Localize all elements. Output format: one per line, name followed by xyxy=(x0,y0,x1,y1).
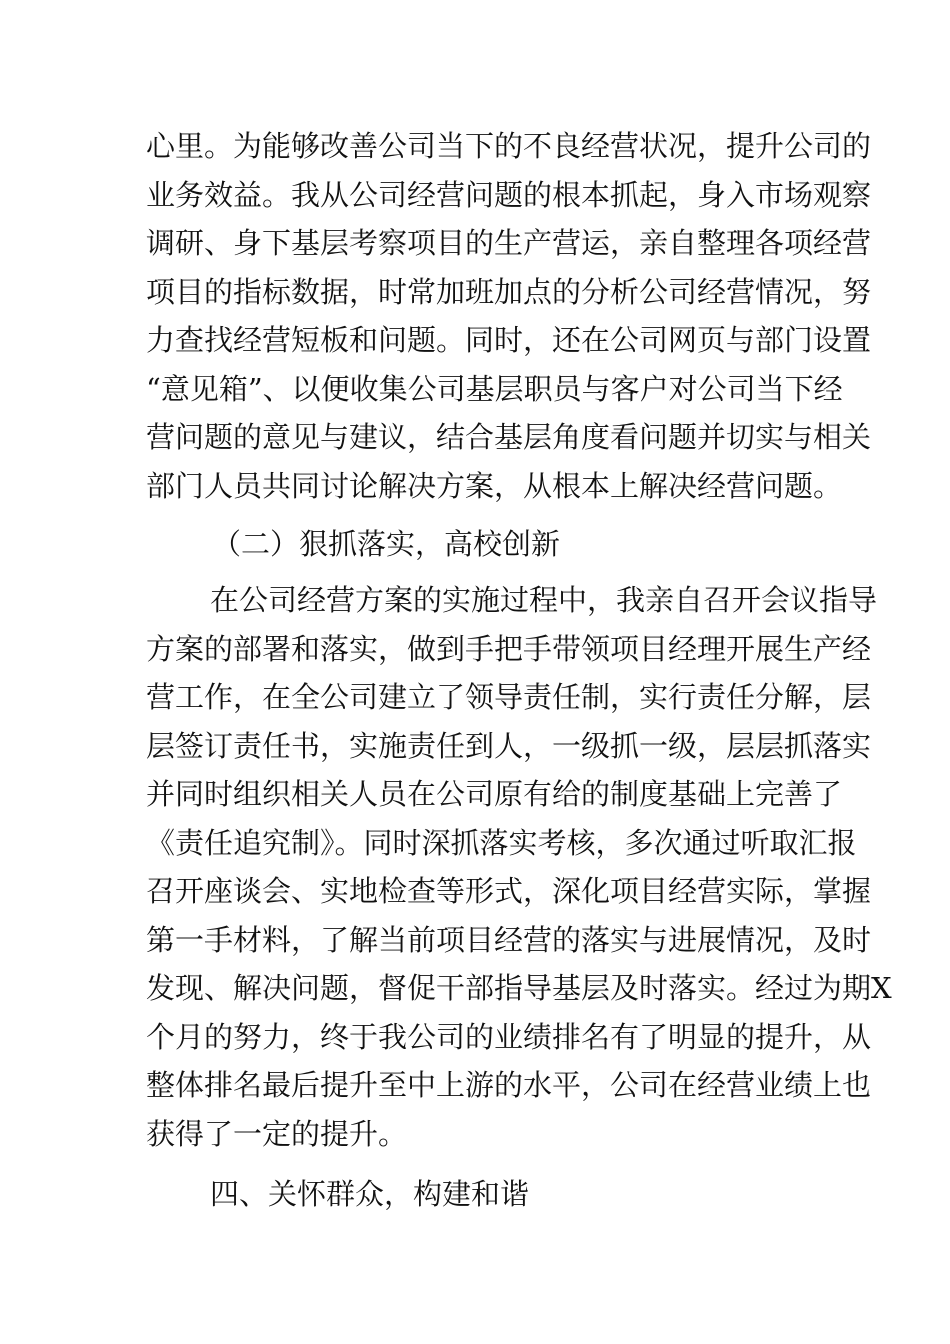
paragraph-line: 业务效益。我从公司经营问题的根本抓起，身入市场观察 xyxy=(146,177,872,212)
paragraph-line: 整体排名最后提升至中上游的水平，公司在经营业绩上也 xyxy=(146,1068,872,1102)
paragraph-line: 召开座谈会、实地检查等形式，深化项目经营实际，掌握 xyxy=(146,874,872,908)
paragraph-line: 在公司经营方案的实施过程中，我亲自召开会议指导 xyxy=(210,583,878,617)
paragraph-2 xyxy=(146,576,892,1158)
section-heading-2-2: （二）狠抓落实，高校创新 xyxy=(212,527,561,561)
paragraph-line: 方案的部署和落实，做到手把手带领项目经理开展生产经 xyxy=(146,631,872,666)
paragraph-line: 《责任追究制》。同时深抓落实考核，多次通过听取汇报 xyxy=(146,825,857,860)
paragraph-line: 营工作，在全公司建立了领导责任制，实行责任分解，层 xyxy=(146,680,872,714)
paragraph-line: 获得了一定的提升。 xyxy=(146,1116,408,1151)
paragraph-line: 调研、身下基层考察项目的生产营运，亲自整理各项经营 xyxy=(146,226,872,260)
paragraph-line: 层签订责任书，实施责任到人，一级抓一级，层层抓落实 xyxy=(146,728,872,763)
paragraph-line: 项目的指标数据，时常加班加点的分析公司经营情况，努 xyxy=(146,274,872,309)
paragraph-line: 力查找经营短板和问题。同时，还在公司网页与部门设置 xyxy=(146,323,872,357)
paragraph-line: 心里。为能够改善公司当下的不良经营状况，提升公司的 xyxy=(146,129,872,163)
paragraph-line: 营问题的意见与建议，结合基层角度看问题并切实与相关 xyxy=(146,420,872,454)
paragraph-line: 个月的努力，终于我公司的业绩排名有了明显的提升，从 xyxy=(146,1019,872,1054)
paragraph-line: 部门人员共同讨论解决方案，从根本上解决经营问题。 xyxy=(146,468,843,503)
paragraph-line: 第一手材料，了解当前项目经营的落实与进展情况，及时 xyxy=(146,922,872,957)
paragraph-1 xyxy=(146,122,872,510)
paragraph-line: 发现、解决问题，督促干部指导基层及时落实。经过为期X xyxy=(146,971,892,1005)
paragraph-line: “意见箱”、以便收集公司基层职员与客户对公司当下经 xyxy=(146,371,843,406)
section-heading-4: 四、关怀群众，构建和谐 xyxy=(210,1177,530,1211)
paragraph-line: 并同时组织相关人员在公司原有给的制度基础上完善了 xyxy=(146,777,843,811)
